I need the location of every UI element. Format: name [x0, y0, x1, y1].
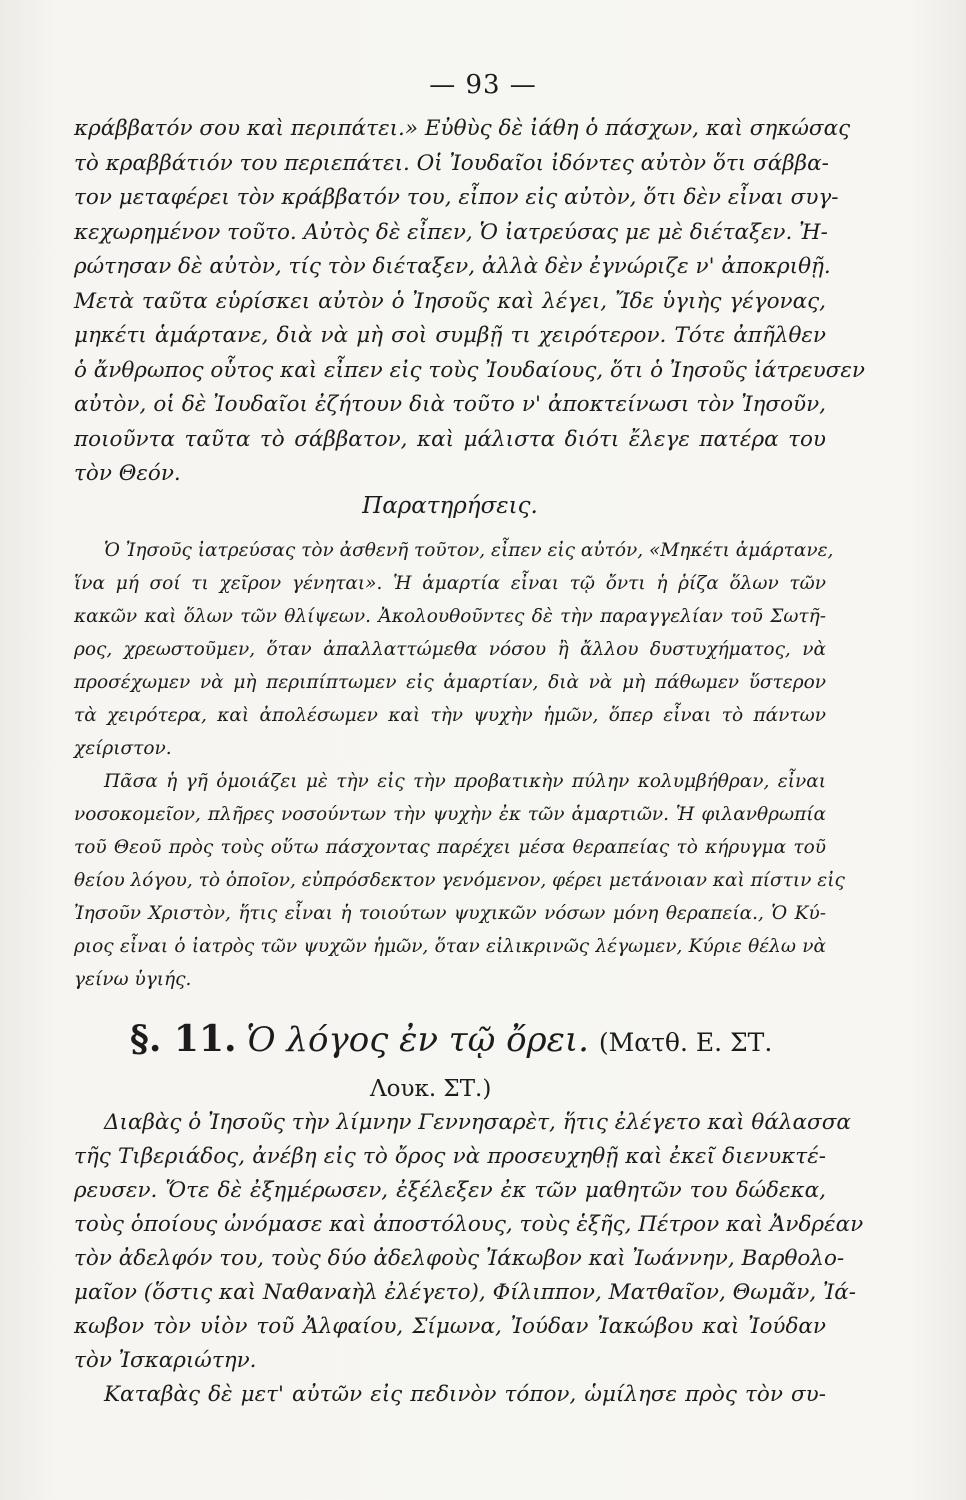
- section-reference-continued: Λουκ. ΣΤ.): [370, 1076, 492, 1102]
- text-line: τὸν Θεόν.: [74, 461, 181, 486]
- text-line: Καταβὰς δὲ μετ' αὐτῶν εἰς πεδινὸν τόπον, ὡμίλησε πρὸς τὸν συ-: [104, 1382, 826, 1407]
- text-line: τῆς Τιβεριάδος, ἀνέβη εἰς τὸ ὄρος νὰ προσευχηθῇ καὶ ἐκεῖ διενυκτέ-: [74, 1144, 826, 1169]
- text-line: κεχωρημένον τοῦτο. Αὐτὸς δὲ εἶπεν, Ὁ ἰατρεύσας με μὲ διέταξεν. Ἠ-: [74, 219, 828, 245]
- body-text: [74, 112, 865, 492]
- text-line: ποιοῦντα ταῦτα τὸ σάββατον, καὶ μάλιστα διότι ἔλεγε πατέρα του: [74, 426, 826, 452]
- text-line: Πᾶσα ἡ γῆ ὁμοιάζει μὲ τὴν εἰς τὴν προβατικὴν πύλην κολυμβήθραν, εἶναι: [104, 771, 826, 792]
- text-line: Μετὰ ταῦτα εὑρίσκει αὐτὸν ὁ Ἰησοῦς καὶ λέγει, Ἴδε ὑγιὴς γέγονας,: [74, 288, 826, 314]
- text-line: αὐτὸν, οἱ δὲ Ἰουδαῖοι ἐζήτουν διὰ τοῦτο ν' ἀποκτείνωσι τὸν Ἰησοῦν,: [74, 392, 826, 417]
- section-heading-line: [130, 1018, 830, 1064]
- text-line: τοὺς ὁποίους ὠνόμασε καὶ ἀποστόλους, τοὺς ἑξῆς, Πέτρον καὶ Ἀνδρέαν: [74, 1212, 864, 1237]
- text-line: κράββατόν σου καὶ περιπάτει.» Εὐθὺς δὲ ἰάθη ὁ πάσχων, καὶ σηκώσας: [74, 116, 851, 141]
- text-line: Διαβὰς ὁ Ἰησοῦς τὴν λίμνην Γεννησαρὲτ, ἥτις ἐλέγετο καὶ θάλασσα: [104, 1110, 851, 1135]
- text-line: τὰ χειρότερα, καὶ ἀπολέσωμεν καὶ τὴν ψυχὴν ἡμῶν, ὅπερ εἶναι τὸ πάντων: [74, 705, 826, 726]
- text-line: τὸν Ἰσκαριώτην.: [74, 1348, 257, 1373]
- remarks-text: [74, 534, 845, 996]
- section-reference: (Ματθ. Ε. ΣΤ.: [598, 1028, 773, 1057]
- text-line: νοσοκομεῖον, πλῆρες νοσούντων τὴν ψυχὴν ἐκ τῶν ἁμαρτιῶν. Ἡ φιλανθρωπία: [74, 804, 826, 825]
- text-line: θείου λόγου, τὸ ὁποῖον, εὐπρόσδεκτον γενόμενον, φέρει μετάνοιαν καὶ πίστιν εἰς: [74, 870, 845, 891]
- text-line: Ἰησοῦν Χριστὸν, ἥτις εἶναι ἡ τοιούτων ψυχικῶν νόσων μόνη θεραπεία., Ὁ Κύ-: [74, 903, 826, 924]
- text-line: κωβον τὸν υἱὸν τοῦ Ἀλφαίου, Σίμωνα, Ἰούδαν Ἰακώβου καὶ Ἰούδαν: [74, 1314, 826, 1339]
- text-line: ὁ ἄνθρωπος οὗτος καὶ εἶπεν εἰς τοὺς Ἰουδαίους, ὅτι ὁ Ἰησοῦς ἰάτρευσεν: [74, 357, 865, 383]
- text-line: ριος εἶναι ὁ ἰατρὸς τῶν ψυχῶν ἡμῶν, ὅταν εἰλικρινῶς λέγωμεν, Κύριε θέλω νὰ: [74, 936, 826, 957]
- remarks-heading: Παρατηρήσεις.: [362, 493, 538, 519]
- text-line: προσέχωμεν νὰ μὴ περιπίπτωμεν εἰς ἁμαρτίαν, διὰ νὰ μὴ πάθωμεν ὕστερον: [74, 672, 826, 693]
- text-line: τον μεταφέρει τὸν κράββατόν του, εἶπον εἰς αὐτὸν, ὅτι δὲν εἶναι συγ-: [74, 185, 839, 210]
- section-number: §. 11.: [130, 1018, 237, 1060]
- text-line: γείνω ὑγιής.: [74, 969, 192, 990]
- text-line: τὸν ἀδελφόν του, τοὺς δύο ἀδελφοὺς Ἰάκωβον καὶ Ἰωάννην, Βαρθολο-: [74, 1246, 845, 1271]
- text-line: μαῖον (ὅστις καὶ Ναθαναὴλ ἐλέγετο), Φίλιππον, Ματθαῖον, Θωμᾶν, Ἰά-: [74, 1280, 856, 1305]
- text-line: τοῦ Θεοῦ πρὸς τοὺς οὕτω πάσχοντας παρέχει μέσα θεραπείας τὸ κήρυγμα τοῦ: [74, 837, 826, 858]
- text-line: ρώτησαν δὲ αὐτὸν, τίς τὸν διέταξεν, ἀλλὰ δὲν ἐγνώριζε ν' ἀποκριθῇ.: [74, 254, 831, 279]
- text-line: χείριστον.: [74, 738, 172, 759]
- section-title: Ὁ λόγος ἐν τῷ ὄρει.: [246, 1020, 589, 1060]
- text-line: Ὁ Ἰησοῦς ἰατρεύσας τὸν ἀσθενῆ τοῦτον, εἶπεν εἰς αὐτόν, «Μηκέτι ἁμάρτανε,: [104, 540, 834, 561]
- text-line: ρευσεν. Ὅτε δὲ ἐξημέρωσεν, ἐξέλεξεν ἐκ τῶν μαθητῶν του δώδεκα,: [74, 1178, 826, 1203]
- section-text: [74, 1106, 864, 1412]
- text-line: τὸ κραββάτιόν του περιεπάτει. Οἱ Ἰουδαῖοι ἰδόντες αὐτὸν ὅτι σάββα-: [74, 150, 829, 176]
- page-number: — 93 —: [429, 70, 537, 100]
- section-heading: [130, 1018, 830, 1110]
- text-line: μηκέτι ἁμάρτανε, διὰ νὰ μὴ σοὶ συμβῇ τι χειρότερον. Τότε ἀπῆλθεν: [74, 323, 826, 348]
- text-line: ἵνα μή σοί τι χεῖρον γένηται». Ἡ ἁμαρτία εἶναι τῷ ὄντι ἡ ῥίζα ὅλων τῶν: [74, 573, 826, 594]
- text-line: κακῶν καὶ ὅλων τῶν θλίψεων. Ἀκολουθοῦντες δὲ τὴν παραγγελίαν τοῦ Σωτῆ-: [74, 606, 826, 627]
- text-line: ρος, χρεωστοῦμεν, ὅταν ἀπαλλαττώμεθα νόσου ἢ ἄλλου δυστυχήματος, νὰ: [74, 639, 826, 660]
